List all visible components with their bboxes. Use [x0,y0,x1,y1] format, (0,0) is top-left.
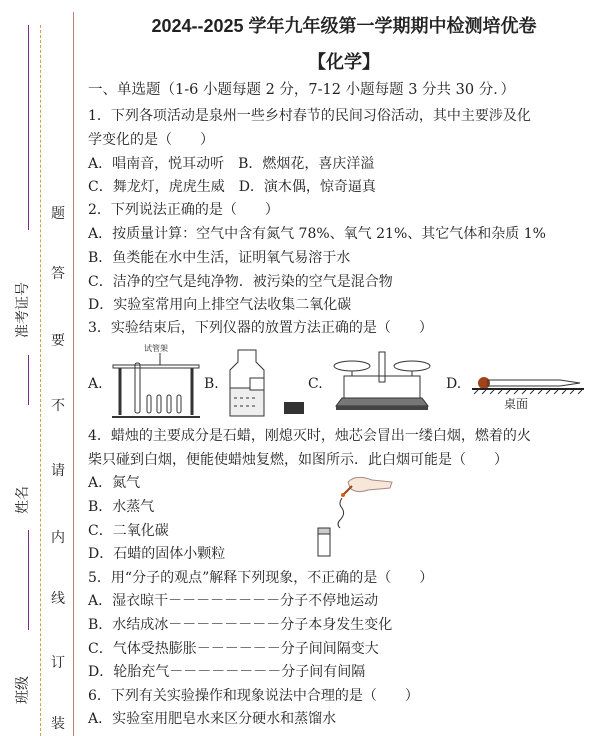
q4-option-d: D．石蜡的固体小颗粒 [88,546,226,562]
q6-option-a: A．实验室用肥皂水来区分硬水和蒸馏水 [88,711,337,727]
q1-stem: 1．下列各项活动是泉州一些乡村春节的民间习俗活动，其中主要涉及化 [88,108,531,124]
name-label: 姓名 [15,486,31,514]
q2-option-c: C．洁净的空气是纯净物．被污染的空气是混合物 [88,274,393,290]
q1-options-cd: C．舞龙灯，虎虎生威 D．演木偶，惊奇逼真 [88,179,376,195]
q5-option-b: B．水结成冰－－－－－－－－分子本身发生变化 [88,617,393,633]
q2-stem: 2．下列说法正确的是（ ） [88,202,279,218]
q2-option-a: A．按质量计算：空气中含有氮气 78%、氧气 21%、其它气体和杂质 1% [88,226,546,242]
seal-dashed-line [40,25,41,736]
q3-label-d: D. [446,376,462,392]
seal-char: 题 [51,206,65,222]
q3-label-c: C. [308,376,323,392]
class-label: 班级 [15,676,31,704]
q2-option-b: B．鱼类能在水中生活，证明氧气易溶于水 [88,250,351,266]
seal-char: 线 [51,591,65,607]
q2-option-d: D．实验室常用向上排空气法收集二氧化碳 [88,297,352,313]
exam-number-label: 准考证号 [15,282,31,338]
rack-icon [110,343,202,421]
q4-stem-cont: 柴只碰到白烟，便能使蜡烛复燃，如图所示．此白烟可能是（ ） [88,452,508,468]
margin-border [73,12,74,736]
dropper-icon [470,375,586,395]
subject-title: 【化学】 [308,52,380,73]
q1-stem-cont: 学变化的是（ ） [88,132,214,148]
seal-char: 装 [51,716,65,732]
q4-option-c: C．二氧化碳 [88,523,169,539]
test-tube-rack-figure [110,343,202,421]
q4-option-a: A．氮气 [88,475,141,491]
seal-char: 要 [51,333,65,349]
seal-char: 请 [51,463,65,479]
desk-caption: 桌面 [504,397,529,411]
field-line-exam-number [28,150,29,230]
seal-char: 答 [51,266,65,282]
q5-option-c: C．气体受热膨胀－－－－－－分子间间隔变大 [88,641,379,657]
reagent-bottle-icon [228,348,308,420]
candle-figure [312,472,396,558]
q4-option-b: B．水蒸气 [88,499,155,515]
dropper-figure [470,375,586,411]
seal-char: 订 [51,655,65,671]
balance-icon [332,350,432,414]
q3-label-a: A. [88,376,103,392]
q4-stem: 4．蜡烛的主要成分是石蜡，刚熄灭时，烛芯会冒出一缕白烟，燃着的火 [88,428,531,444]
page-title: 2024--2025 学年九年级第一学期期中检测培优卷 [151,16,537,36]
seal-char: 不 [51,398,65,414]
reagent-bottle-figure [228,348,308,420]
rack-caption: 试管架 [144,344,168,353]
candle-match-icon [312,472,396,558]
field-line-name [28,355,29,405]
q6-stem: 6．下列有关实验操作和现象说法中合理的是（ ） [88,688,419,704]
seal-char: 内 [51,530,65,546]
q3-label-b: B. [204,376,219,392]
q1-options-ab: A．唱南音，悦耳动听 B．燃烟花，喜庆洋溢 [88,156,375,172]
balance-figure [332,350,432,414]
q5-stem: 5．用“分子的观点”解释下列现象，不正确的是（ ） [88,570,434,586]
section-heading: 一、单选题（1-6 小题每题 2 分，7-12 小题每题 3 分共 30 分．） [88,82,515,98]
q3-stem: 3．实验结束后，下列仪器的放置方法正确的是（ ） [88,320,433,336]
q5-option-a: A．湿衣晾干－－－－－－－－分子不停地运动 [88,593,379,609]
margin-line [28,25,29,155]
field-line-class [28,530,29,630]
q5-option-d: D．轮胎充气－－－－－－－－分子间有间隔 [88,664,366,680]
